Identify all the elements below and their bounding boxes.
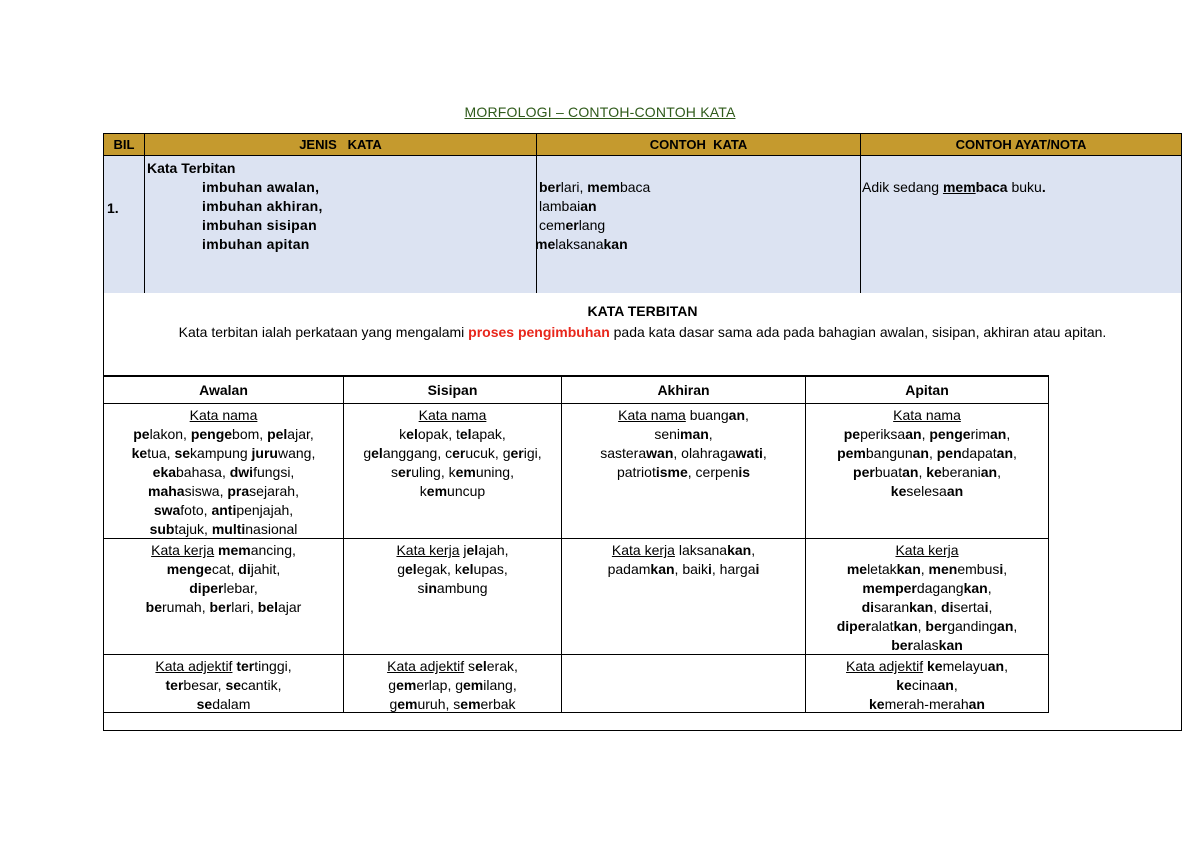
col-akhiran: Akhiran (562, 377, 806, 404)
akhiran-kata-kerja: Kata kerja laksanakan, padamkan, baiki, hargai (562, 539, 806, 655)
kata-terbitan-title: KATA TERBITAN (587, 303, 698, 319)
jenis-item: imbuhan sisipan (202, 217, 317, 233)
label-kata-adjektif: Kata adjektif (387, 658, 465, 674)
jenis-heading: Kata Terbitan (147, 160, 236, 176)
contoh-list (535, 178, 651, 254)
jenis-item: imbuhan awalan, (202, 179, 320, 195)
col-sisipan: Sisipan (344, 377, 562, 404)
contoh-ayat-text: Adik sedang membaca buku. (862, 179, 1046, 195)
jenis-list (202, 178, 323, 254)
cell-jenis-kata (145, 155, 537, 293)
apitan-kata-adjektif: Kata adjektif kemelayuan, kecinaan, kemerah-merahan (846, 658, 1008, 712)
apitan-kata-nama: Kata nama peperiksaan, pengeriman, pembangunan, pendapatan, perbuatan, keberanian, keselesaan (806, 404, 1048, 539)
akhiran-kata-adjektif (562, 655, 806, 713)
sisipan-kata-kerja: Kata kerja jelajah, gelegak, kelupas, sinambung (344, 539, 562, 655)
label-kata-kerja: Kata kerja (895, 542, 959, 558)
jenis-item: imbuhan akhiran, (202, 198, 323, 214)
label-kata-kerja: Kata kerja (151, 542, 215, 558)
kata-terbitan-definition: Kata terbitan ialah perkataan yang mengalami proses pengimbuhan pada kata dasar sama ada pada bahagian awalan, sisipan, akhiran atau apitan. (178, 324, 1107, 340)
label-kata-nama: Kata nama (189, 407, 258, 423)
cell-contoh-kata (537, 155, 861, 293)
contoh-item: lambaian (539, 198, 597, 214)
imbuhan-table (103, 375, 1049, 713)
awalan-kata-kerja: Kata kerja memancing, mengecat, dijahit, diperlebar, berumah, berlari, belajar (104, 539, 344, 655)
label-kata-adjektif: Kata adjektif (846, 658, 924, 674)
jenis-item: imbuhan apitan (202, 236, 310, 252)
header-contoh-ayat: CONTOH AYAT/NOTA (861, 134, 1181, 155)
sisipan-kata-nama: Kata nama kelopak, telapak, gelanggang, cerucuk, gerigi, seruling, kemuning, kemuncup (344, 404, 562, 539)
label-kata-kerja: Kata kerja (396, 542, 460, 558)
header-contoh-kata: CONTOH KATA (537, 134, 861, 155)
col-awalan: Awalan (104, 377, 344, 404)
apitan-kata-kerja: Kata kerja meletakkan, menembusi, memperdagangkan, disarankan, disertai, diperalatkan, bergandingan, beralaskan (806, 539, 1048, 655)
label-kata-adjektif: Kata adjektif (155, 658, 233, 674)
akhiran-kata-nama: Kata nama buangan, seniman, sasterawan, olahragawati, patriotisme, cerpenis (562, 404, 806, 539)
label-kata-nama: Kata nama (618, 407, 686, 423)
row-number: 1. (107, 200, 119, 216)
label-kata-nama: Kata nama (893, 407, 961, 423)
label-kata-nama: Kata nama (418, 407, 487, 423)
col-apitan: Apitan (806, 377, 1048, 404)
contoh-item: melaksanakan (535, 236, 628, 252)
awalan-kata-nama: Kata nama pelakon, pengebom, pelajar, ketua, sekampung juruwang, ekabahasa, dwifungsi, mahasiswa, prasejarah, swafoto, antipenjajah, subtajuk, multinasional (104, 404, 344, 539)
label-kata-kerja: Kata kerja (611, 542, 675, 558)
cell-contoh-ayat (861, 155, 1181, 293)
header-jenis-kata: JENIS KATA (145, 134, 537, 155)
sisipan-kata-adjektif: Kata adjektif selerak, gemerlap, gemilang, gemuruh, semerbak (344, 655, 562, 713)
contoh-item: cemerlang (539, 217, 606, 233)
cell-bil (104, 155, 145, 293)
awalan-kata-adjektif: Kata adjektif tertinggi, terbesar, secantik, sedalam (104, 655, 344, 713)
header-bil: BIL (104, 134, 145, 155)
contoh-item: berlari, membaca (539, 179, 651, 195)
page-title: MORFOLOGI – CONTOH-CONTOH KATA (464, 104, 736, 120)
